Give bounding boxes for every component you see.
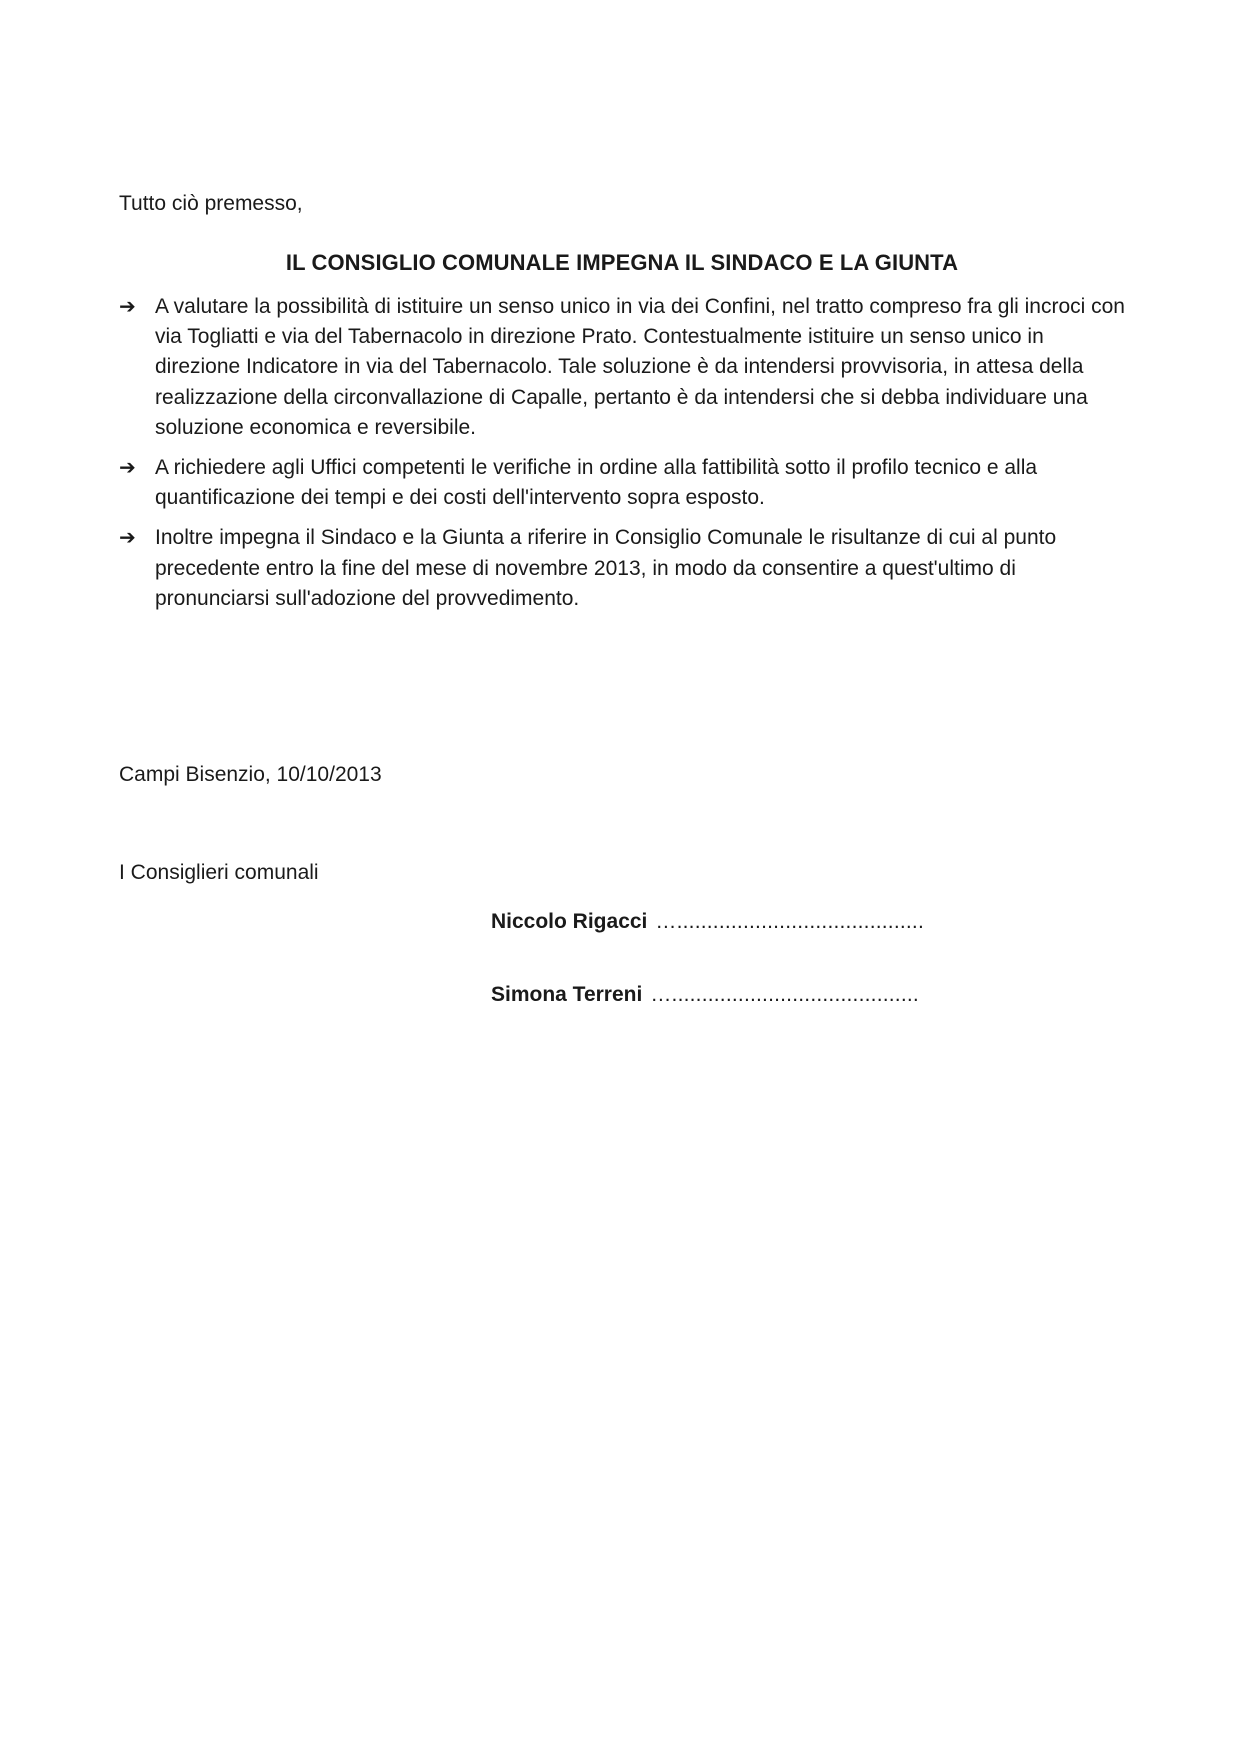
signature-line <box>491 907 924 937</box>
commitment-item <box>119 453 1129 513</box>
place-date: Campi Bisenzio, 10/10/2013 <box>119 763 382 786</box>
commitment-text: Inoltre impegna il Sindaco e la Giunta a riferire in Consiglio Comunale le risultanze di cui al punto precedente entro la fine del mese di novembre 2013, in modo da consentire a quest'ultimo di pronunciarsi sull'adozione del provvedimento. <box>155 526 1057 610</box>
resolution-heading-text: IL CONSIGLIO COMUNALE IMPEGNA IL SINDACO E LA GIUNTA <box>285 250 959 275</box>
signature-line <box>491 980 919 1010</box>
commitment-item <box>119 523 1129 614</box>
signature-blank: …......................................... <box>655 910 925 933</box>
commitment-text: A valutare la possibilità di istituire un senso unico in via dei Confini, nel tratto compreso fra gli incroci con via Togliatti e via del Tabernacolo in direzione Prato. Contestualmente istituire un senso unico in direzione Indicatore in via del Tabernacolo. Tale soluzione è da intendersi provvisoria, in attesa della realizzazione della circonvallazione di Capalle, pertanto è da intendersi che si debba individuare una soluzione economica e reversibile. <box>155 295 1125 439</box>
commitment-text: A richiedere agli Uffici competenti le verifiche in ordine alla fattibilità sotto il profilo tecnico e alla quantificazione dei tempi e dei costi dell'intervento sopra esposto. <box>155 456 1038 510</box>
resolution-heading <box>0 248 1240 278</box>
arrow-right-icon: ➔ <box>119 296 136 318</box>
signer-name: Niccolo Rigacci <box>491 910 648 933</box>
commitment-item <box>119 292 1129 443</box>
signer-name: Simona Terreni <box>491 983 643 1006</box>
intro-text: Tutto ciò premesso, <box>119 192 303 215</box>
commitments-list <box>119 292 1129 624</box>
signature-blank: …......................................... <box>650 983 919 1006</box>
arrow-right-icon: ➔ <box>119 527 136 550</box>
signers-label: I Consiglieri comunali <box>119 861 319 884</box>
arrow-right-icon: ➔ <box>119 457 136 480</box>
